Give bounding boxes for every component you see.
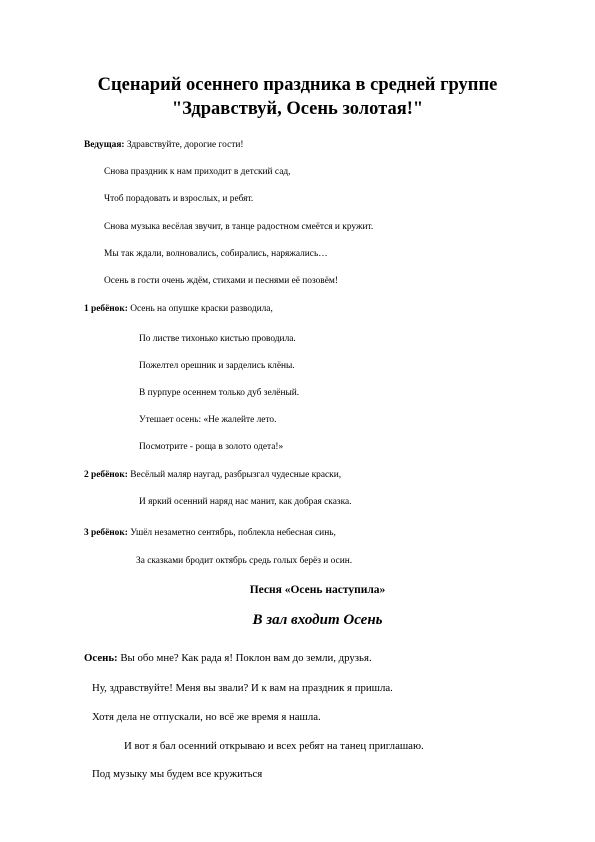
- line-text: Ушёл незаметно сентябрь, поблекла небесная синь,: [127, 528, 336, 538]
- verse-line: Снова музыка весёлая звучит, в танце радостном смеётся и кружит.: [104, 222, 374, 232]
- song-heading: Песня «Осень наступила»: [249, 584, 386, 596]
- verse-line: В пурпуре осеннем только дуб зелёный.: [139, 388, 300, 398]
- speaker-name: Осень:: [84, 652, 118, 664]
- speaker-line: [84, 139, 243, 151]
- verse-line: Чтоб порадовать и взрослых, и ребят.: [104, 194, 254, 204]
- line-text: Весёлый маляр наугад, разбрызгал чудесные краски,: [127, 470, 342, 480]
- verse-line: И яркий осенний наряд нас манит, как добрая сказка.: [139, 497, 352, 507]
- speaker-line: [84, 527, 336, 539]
- verse-line: Под музыку мы будем все кружиться: [92, 768, 263, 780]
- speaker-line: [84, 303, 273, 315]
- verse-line: Хотя дела не отпускали, но всё же время я нашла.: [92, 711, 321, 723]
- speaker-name: Ведущая:: [84, 140, 125, 150]
- verse-line: Мы так ждали, волновались, собирались, наряжались…: [104, 249, 328, 259]
- verse-line: Пожелтел орешник и зарделись клёны.: [139, 361, 295, 371]
- verse-line: Снова праздник к нам приходит в детский сад,: [104, 167, 291, 177]
- line-text: Здравствуйте, дорогие гости!: [124, 140, 244, 150]
- document-title-line-2: "Здравствуй, Осень золотая!": [171, 99, 424, 119]
- verse-line: За сказками бродит октябрь средь голых берёз и осин.: [136, 556, 353, 566]
- speaker-line: [84, 469, 341, 481]
- verse-line: По листве тихонько кистью проводила.: [139, 334, 296, 344]
- scene-heading: В зал входит Осень: [252, 612, 383, 628]
- line-text: Вы обо мне? Как рада я! Поклон вам до земли, друзья.: [117, 652, 372, 664]
- verse-line: Посмотрите - роща в золото одета!»: [139, 442, 284, 452]
- speaker-line: [84, 651, 372, 665]
- speaker-name: 2 ребёнок:: [84, 470, 128, 480]
- verse-line: И вот я бал осенний открываю и всех ребят на танец приглашаю.: [124, 740, 424, 752]
- speaker-name: 1 ребёнок:: [84, 304, 128, 314]
- line-text: Осень на опушке краски разводила,: [127, 304, 273, 314]
- verse-line: Утешает осень: «Не жалейте лето.: [139, 415, 277, 425]
- verse-line: Ну, здравствуйте! Меня вы звали? И к вам на праздник я пришла.: [92, 682, 393, 694]
- document-title-line-1: Сценарий осеннего праздника в средней группе: [97, 75, 498, 95]
- verse-line: Осень в гости очень ждём, стихами и песнями её позовём!: [104, 276, 338, 286]
- speaker-name: 3 ребёнок:: [84, 528, 128, 538]
